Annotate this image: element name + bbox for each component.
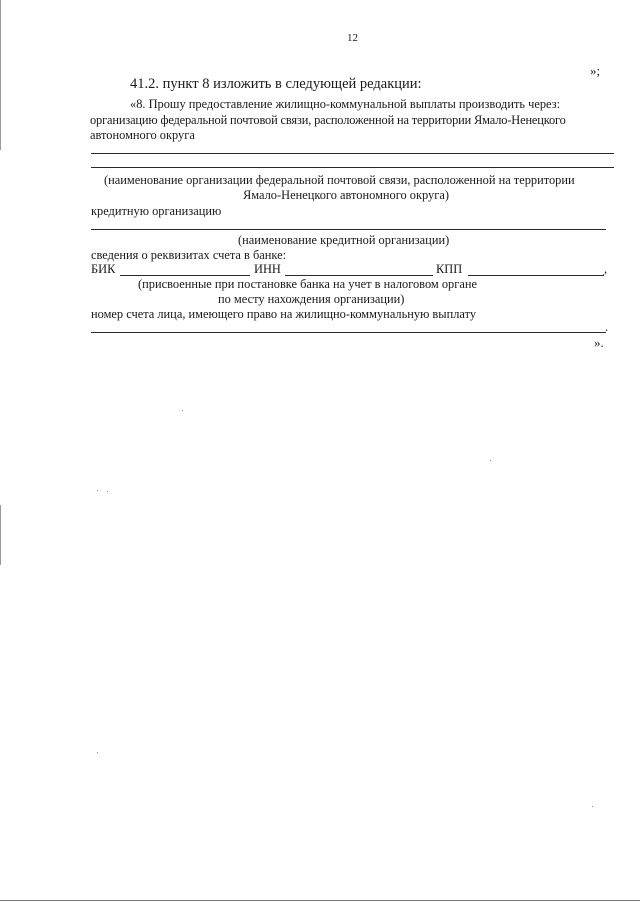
page-number: 12	[347, 32, 358, 44]
postal-org-line-2	[91, 167, 614, 168]
inn-line	[285, 275, 433, 276]
scan-speck	[97, 752, 98, 753]
bik-line	[120, 275, 250, 276]
scan-speck	[182, 410, 183, 411]
tax-caption-2: по месту нахождения организации)	[218, 292, 405, 306]
closing-quote-top: »;	[590, 63, 601, 78]
inn-label: ИНН	[254, 262, 281, 276]
scan-speck	[592, 806, 593, 807]
section-heading: 41.2. пункт 8 изложить в следующей редакции:	[130, 76, 422, 92]
bik-label: БИК	[91, 262, 116, 276]
account-period: .	[605, 320, 609, 334]
bank-details-label: сведения о реквизитах счета в банке:	[91, 248, 287, 262]
scan-speck	[97, 490, 98, 491]
closing-quote-bottom: ».	[594, 335, 604, 350]
credit-org-line	[91, 229, 606, 230]
postal-org-caption-1: (наименование организации федеральной почтовой связи, расположенной на территории	[104, 173, 575, 187]
scan-edge-left	[0, 0, 1, 150]
paragraph-line-3: автономного округа	[90, 128, 195, 142]
paragraph-line-1: «8. Прошу предоставление жилищно-коммунальной выплаты производить через:	[130, 97, 561, 111]
kpp-comma: ,	[604, 262, 608, 276]
kpp-line	[468, 275, 604, 276]
postal-org-caption-2: Ямало-Ненецкого автономного округа)	[243, 188, 449, 202]
credit-org-label: кредитную организацию	[91, 204, 222, 218]
postal-org-line-1	[91, 153, 614, 154]
scan-speck	[107, 491, 108, 492]
credit-org-caption: (наименование кредитной организации)	[238, 233, 450, 247]
scan-speck	[490, 460, 491, 461]
paragraph-line-2: организацию федеральной почтовой связи, расположенной на территории Ямало-Ненецкого	[90, 113, 566, 127]
scan-edge-bottom	[0, 900, 640, 901]
kpp-label: КПП	[436, 262, 463, 276]
account-line	[91, 332, 606, 333]
tax-caption-1: (присвоенные при постановке банка на учет в налоговом органе	[138, 277, 477, 291]
scan-edge-left-lower	[0, 505, 1, 565]
account-label: номер счета лица, имеющего право на жилищно-коммунальную выплату	[91, 307, 477, 321]
